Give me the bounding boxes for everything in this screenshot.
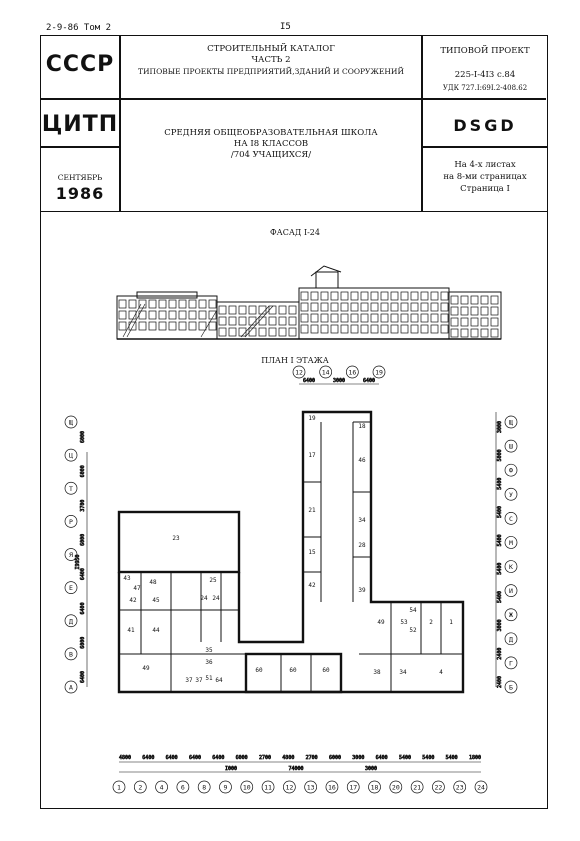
room-number: 18 <box>358 423 366 430</box>
facade-window <box>391 303 398 311</box>
facade-window <box>421 303 428 311</box>
ussr-label: СССР <box>45 52 115 77</box>
room-number: 48 <box>149 579 157 586</box>
axis-bubble-left-label: Т <box>69 484 73 493</box>
room-number: 53 <box>400 619 408 626</box>
page-number: I5 <box>280 22 291 32</box>
facade-window <box>381 303 388 311</box>
axis-bubble-bottom-label: 24 <box>477 783 485 792</box>
room-number: 51 <box>205 675 213 682</box>
facade-window <box>391 325 398 333</box>
axis-bubble-bottom-label: 1 <box>117 783 121 792</box>
room-number: 45 <box>152 597 160 604</box>
facade-window <box>381 314 388 322</box>
facade-window <box>239 328 246 336</box>
axis-bubble-left-label: В <box>69 650 73 659</box>
facade-window <box>229 328 236 336</box>
room-number: 17 <box>308 452 316 459</box>
facade-window <box>239 317 246 325</box>
facade-window <box>401 325 408 333</box>
room-number: 19 <box>308 415 316 422</box>
facade-window <box>451 318 458 326</box>
facade-window <box>249 317 256 325</box>
dimension-bottom: 6400 <box>212 755 225 761</box>
facade-window <box>371 303 378 311</box>
facade-window <box>341 325 348 333</box>
facade-window <box>219 317 226 325</box>
dimension-right: 5400 <box>497 505 503 519</box>
room-number: 49 <box>142 665 150 672</box>
facade-window <box>471 307 478 315</box>
dimension-total: I000 <box>224 766 238 772</box>
facade-window <box>491 296 498 304</box>
axis-bubble-bottom-label: 2 <box>138 783 143 792</box>
dimension-bottom: 6400 <box>142 755 155 761</box>
sheets-line-2: на 8-ми страницах <box>443 172 527 182</box>
dimension-left: 6000 <box>80 430 86 444</box>
facade-window <box>269 328 276 336</box>
facade-window <box>119 300 126 308</box>
facade-window <box>139 311 146 319</box>
facade-window <box>321 325 328 333</box>
facade-window <box>351 292 358 300</box>
facade-window <box>481 307 488 315</box>
facade-window <box>461 329 468 337</box>
axis-bubble-right-label: Д <box>509 635 513 644</box>
facade-window <box>139 322 146 330</box>
axis-bubble-right-label: С <box>509 514 513 523</box>
facade-window <box>249 328 256 336</box>
facade-window <box>249 306 256 314</box>
axis-bubble-top-label: 14 <box>321 368 330 377</box>
facade-window <box>159 322 166 330</box>
dimension-bottom: 6400 <box>165 755 178 761</box>
facade-window <box>179 300 186 308</box>
dimension-right: 5000 <box>497 449 503 462</box>
udk-code: УДК 727.I:69I.2-408.62 <box>442 84 528 92</box>
dimension-bottom: 6400 <box>188 755 202 761</box>
facade-window <box>451 307 458 315</box>
facade-window <box>431 314 438 322</box>
code-stamp: DSGD <box>453 116 517 135</box>
facade-window <box>311 325 318 333</box>
facade-window <box>189 300 196 308</box>
object-line-1: СРЕДНЯЯ ОБЩЕОБРАЗОВАТЕЛЬНАЯ ШКОЛА <box>164 128 378 138</box>
dimension-bottom: 6000 <box>328 755 342 761</box>
axis-bubble-left-label: Е <box>69 584 73 593</box>
room-number: 35 <box>205 647 213 654</box>
facade-window <box>289 317 296 325</box>
axis-bubble-bottom-label: 4 <box>159 783 164 792</box>
facade-window <box>421 325 428 333</box>
axis-bubble-bottom-label: 16 <box>328 783 336 792</box>
axis-bubble-right-label: Ф <box>509 466 513 475</box>
dimension-left: 6400 <box>80 670 86 684</box>
room-number: 34 <box>358 517 366 524</box>
facade-window <box>461 296 468 304</box>
facade-window <box>321 292 328 300</box>
dimension-top: 6400 <box>362 378 376 384</box>
facade-window <box>311 314 318 322</box>
facade-window <box>421 292 428 300</box>
dimension-left: 3700 <box>80 499 86 512</box>
room-number: 36 <box>205 659 213 666</box>
facade-window <box>279 328 286 336</box>
axis-bubble-top-label: 19 <box>375 368 383 377</box>
dimension-bottom: 5400 <box>398 755 412 761</box>
facade-window <box>311 303 318 311</box>
header-ref: 2-9-86 Том 2 <box>46 23 112 33</box>
dimension-right: 5400 <box>497 534 503 547</box>
facade-window <box>451 296 458 304</box>
facade-window <box>371 325 378 333</box>
room-number: 41 <box>127 627 135 634</box>
dimension-left: 6000 <box>80 533 86 546</box>
axis-bubble-bottom-label: 10 <box>242 783 251 792</box>
facade-window <box>229 306 236 314</box>
drawing-sheet <box>40 212 548 809</box>
dimension-total: 74000 <box>288 766 304 772</box>
facade-window <box>491 329 498 337</box>
axis-bubble-left-label: Д <box>69 617 73 626</box>
axis-bubble-bottom-label: 22 <box>434 783 443 792</box>
dimension-left: 6000 <box>80 636 86 649</box>
room-number: 24 <box>200 595 208 602</box>
floor-plan <box>41 362 549 809</box>
axis-bubble-bottom-label: 13 <box>306 783 315 792</box>
facade-window <box>411 325 418 333</box>
object-line-3: /704 УЧАЩИХСЯ/ <box>230 150 312 160</box>
facade-window <box>481 296 488 304</box>
facade-window <box>279 317 286 325</box>
facade-window <box>301 292 308 300</box>
room-number: 34 <box>399 669 407 676</box>
facade-window <box>159 311 166 319</box>
facade-window <box>431 325 438 333</box>
facade-window <box>269 317 276 325</box>
dimension-left-total: I9950 <box>75 554 81 570</box>
sheets-line-3: Страница I <box>460 184 510 194</box>
facade-window <box>381 292 388 300</box>
dimension-bottom: 2700 <box>258 755 272 761</box>
facade-window <box>149 300 156 308</box>
dimension-right: 3000 <box>497 420 503 434</box>
sheets-line-1: На 4-х листах <box>454 160 516 170</box>
dimension-bottom: 5400 <box>445 755 458 761</box>
axis-bubble-bottom-label: 18 <box>370 783 379 792</box>
facade-window <box>321 314 328 322</box>
facade-window <box>331 325 338 333</box>
facade-window <box>209 322 216 330</box>
facade-window <box>401 303 408 311</box>
dimension-right: 2400 <box>497 675 503 689</box>
room-number: 24 <box>212 595 220 602</box>
axis-bubble-bottom-label: 21 <box>413 783 422 792</box>
facade-window <box>371 314 378 322</box>
room-number: 46 <box>358 457 366 464</box>
axis-bubble-top-label: 16 <box>348 368 357 377</box>
citp-label: ЦИТП <box>41 112 119 137</box>
facade-window <box>301 325 308 333</box>
facade-window <box>169 322 176 330</box>
facade-window <box>189 322 196 330</box>
facade-window <box>351 303 358 311</box>
facade-caption: ФАСАД I-24 <box>270 228 320 237</box>
axis-bubble-right-label: У <box>509 490 513 499</box>
facade-window <box>259 317 266 325</box>
axis-bubble-right-label: Г <box>509 659 513 668</box>
facade-window <box>441 292 448 300</box>
room-number: 37 <box>185 677 193 684</box>
facade-window <box>331 303 338 311</box>
axis-bubble-right-label: И <box>509 587 513 596</box>
facade-window <box>199 300 206 308</box>
facade-window <box>129 322 136 330</box>
date-year: 1986 <box>55 184 105 203</box>
facade-window <box>149 311 156 319</box>
room-number: 54 <box>409 607 417 614</box>
dimension-bottom: 2700 <box>305 755 318 761</box>
facade-window <box>371 292 378 300</box>
axis-bubble-right-label: М <box>509 538 513 547</box>
facade-window <box>351 325 358 333</box>
facade-window <box>451 329 458 337</box>
facade-window <box>361 303 368 311</box>
facade-window <box>341 292 348 300</box>
room-number: 47 <box>133 585 141 592</box>
date-month: СЕНТЯБРЬ <box>57 173 103 182</box>
facade-elevation <box>41 212 549 352</box>
room-number: 37 <box>195 677 203 684</box>
facade-window <box>301 303 308 311</box>
facade-window <box>219 328 226 336</box>
room-number: 15 <box>308 549 316 556</box>
facade-window <box>311 292 318 300</box>
facade-window <box>179 311 186 319</box>
dimension-top: 6400 <box>302 378 316 384</box>
axis-bubble-right-label: К <box>509 563 513 572</box>
axis-bubble-left-label: Р <box>69 517 73 526</box>
room-number: 1 <box>449 619 453 626</box>
dimension-right: 2400 <box>497 647 503 660</box>
facade-window <box>129 300 136 308</box>
axis-bubble-bottom-label: 20 <box>391 783 400 792</box>
object-line-2: НА I8 КЛАССОВ <box>233 139 309 149</box>
axis-bubble-right-label: Щ <box>509 418 513 427</box>
room-number: 44 <box>152 627 160 634</box>
axis-bubble-left-label: Ц <box>69 451 73 460</box>
facade-window <box>411 303 418 311</box>
facade-window <box>381 325 388 333</box>
title-block <box>40 35 548 212</box>
facade-window <box>441 303 448 311</box>
catalog-line-2: ЧАСТЬ 2 <box>251 55 291 65</box>
room-number: 60 <box>255 667 263 674</box>
project-label: ТИПОВОЙ ПРОЕКТ <box>440 46 530 56</box>
facade-window <box>259 328 266 336</box>
dimension-top: 3000 <box>332 378 346 384</box>
room-number: 23 <box>172 535 180 542</box>
facade-window <box>431 292 438 300</box>
dimension-total: 3000 <box>364 766 378 772</box>
dimension-right: 5400 <box>497 477 503 490</box>
facade-window <box>159 300 166 308</box>
axis-bubble-bottom-label: 12 <box>285 783 294 792</box>
dimension-left: 6000 <box>80 465 86 478</box>
room-number: 38 <box>373 669 381 676</box>
room-number: 60 <box>322 667 330 674</box>
facade-window <box>481 329 488 337</box>
facade-window <box>341 303 348 311</box>
axis-bubble-bottom-label: 6 <box>180 783 185 792</box>
facade-window <box>391 292 398 300</box>
facade-window <box>119 311 126 319</box>
facade-window <box>179 322 186 330</box>
facade-window <box>441 325 448 333</box>
facade-window <box>279 306 286 314</box>
room-number: 21 <box>308 507 316 514</box>
facade-window <box>421 314 428 322</box>
axis-bubble-bottom-label: 8 <box>202 783 207 792</box>
facade-window <box>471 296 478 304</box>
room-number: 42 <box>308 582 316 589</box>
facade-window <box>301 314 308 322</box>
facade-window <box>391 314 398 322</box>
axis-bubble-left-label: А <box>69 683 73 692</box>
dimension-right: 5400 <box>497 590 503 604</box>
facade-window <box>411 314 418 322</box>
dimension-bottom: 4800 <box>282 755 295 761</box>
axis-bubble-right-label: Б <box>509 683 513 692</box>
facade-window <box>411 292 418 300</box>
facade-window <box>481 318 488 326</box>
axis-bubble-bottom-label: 11 <box>264 783 272 792</box>
facade-window <box>269 306 276 314</box>
dimension-bottom: 6000 <box>235 755 248 761</box>
axis-bubble-bottom-label: 17 <box>349 783 358 792</box>
dimension-right: 5400 <box>497 562 503 575</box>
facade-window <box>149 322 156 330</box>
facade-window <box>491 318 498 326</box>
room-number: 2 <box>429 619 433 626</box>
room-number: 39 <box>358 587 366 594</box>
facade-window <box>331 314 338 322</box>
facade-window <box>199 311 206 319</box>
facade-window <box>441 314 448 322</box>
facade-window <box>289 328 296 336</box>
room-number: 49 <box>377 619 385 626</box>
facade-window <box>491 307 498 315</box>
axis-bubble-right-label: Ж <box>509 611 513 620</box>
dimension-bottom: 6400 <box>375 755 388 761</box>
facade-window <box>119 322 126 330</box>
facade-window <box>289 306 296 314</box>
dimension-bottom: 5400 <box>422 755 435 761</box>
facade-window <box>361 292 368 300</box>
facade-window <box>169 300 176 308</box>
project-code: 225-I-4I3 с.84 <box>454 70 516 80</box>
facade-window <box>401 292 408 300</box>
dimension-left: 6400 <box>80 602 86 615</box>
catalog-line-1: СТРОИТЕЛЬНЫЙ КАТАЛОГ <box>207 44 335 54</box>
facade-window <box>169 311 176 319</box>
axis-bubble-right-label: Ш <box>509 442 513 451</box>
dimension-left: 6400 <box>80 568 86 581</box>
axis-bubble-bottom-label: 9 <box>223 783 228 792</box>
facade-window <box>461 318 468 326</box>
facade-window <box>219 306 226 314</box>
plan-caption: ПЛАН I ЭТАЖА <box>261 356 329 365</box>
room-number: 43 <box>123 575 131 582</box>
facade-window <box>431 303 438 311</box>
facade-window <box>321 303 328 311</box>
facade-window <box>351 314 358 322</box>
facade-window <box>189 311 196 319</box>
room-number: 42 <box>129 597 137 604</box>
facade-window <box>471 318 478 326</box>
room-number: 25 <box>209 577 217 584</box>
dimension-bottom: 4800 <box>118 755 132 761</box>
room-number: 60 <box>289 667 297 674</box>
room-number: 4 <box>439 669 443 676</box>
facade-window <box>229 317 236 325</box>
room-number: 52 <box>409 627 417 634</box>
facade-window <box>331 292 338 300</box>
facade-window <box>361 314 368 322</box>
facade-window <box>361 325 368 333</box>
axis-bubble-left-label: Щ <box>69 418 73 427</box>
room-number: 28 <box>358 542 366 549</box>
facade-window <box>209 300 216 308</box>
facade-window <box>239 306 246 314</box>
facade-window <box>401 314 408 322</box>
facade-window <box>341 314 348 322</box>
room-number: 64 <box>215 677 223 684</box>
dimension-bottom: 3000 <box>352 755 365 761</box>
dimension-bottom: 1800 <box>468 755 482 761</box>
dimension-right: 3000 <box>497 619 503 632</box>
axis-bubble-bottom-label: 23 <box>455 783 464 792</box>
axis-bubble-top-label: 12 <box>295 368 303 377</box>
facade-window <box>199 322 206 330</box>
facade-window <box>471 329 478 337</box>
axis-bubble-left-label: Я <box>69 551 73 559</box>
facade-window <box>461 307 468 315</box>
catalog-line-3: ТИПОВЫЕ ПРОЕКТЫ ПРЕДПРИЯТИЙ,ЗДАНИЙ И СООРУЖЕНИЙ <box>138 67 404 76</box>
